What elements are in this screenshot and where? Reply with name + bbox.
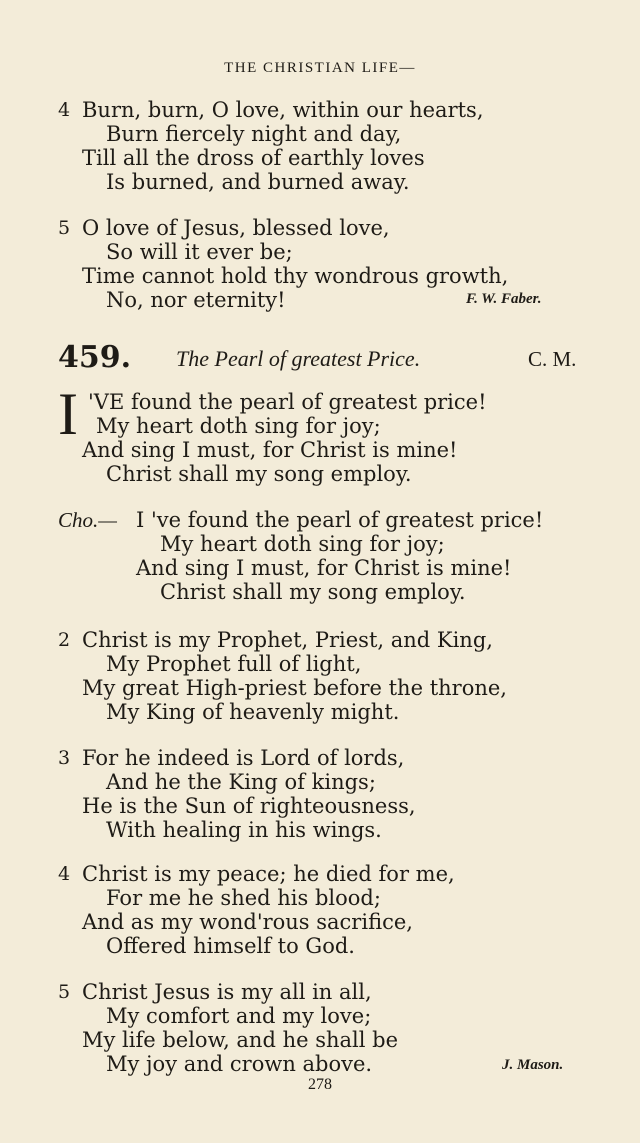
verse-line: My joy and crown above. <box>106 1052 373 1076</box>
verse-line: So will it ever be; <box>106 240 293 264</box>
verse-line: Time cannot hold thy wondrous growth, <box>82 264 509 288</box>
stanza-number: 2 <box>58 629 71 651</box>
verse-line: My King of heavenly might. <box>106 700 400 724</box>
verse-line: And as my wond'rous sacrifice, <box>82 910 413 934</box>
verse-line: My great High-priest before the throne, <box>82 676 507 700</box>
verse-line: O love of Jesus, blessed love, <box>82 216 390 240</box>
hymn-meter: C. M. <box>528 347 577 371</box>
verse-line: My life below, and he shall be <box>82 1028 399 1052</box>
verse-line: My comfort and my love; <box>106 1004 372 1028</box>
verse-line: Burn, burn, O love, within our hearts, <box>82 98 484 122</box>
stanza-number: 5 <box>58 217 71 239</box>
verse-line: Offered himself to God. <box>106 934 355 958</box>
stanza-number: 3 <box>58 747 71 769</box>
hymn-header <box>0 340 640 376</box>
verse-line: Burn fiercely night and day, <box>106 122 402 146</box>
stanza-number: 5 <box>58 981 71 1003</box>
verse-line: No, nor eternity! <box>106 288 286 312</box>
verse-line: My heart doth sing for joy; <box>160 532 445 556</box>
running-head: THE CHRISTIAN LIFE— <box>224 60 416 76</box>
verse-line: And sing I must, for Christ is mine! <box>136 556 512 580</box>
author-attribution: F. W. Faber. <box>466 291 542 307</box>
verse-line: He is the Sun of righteousness, <box>82 794 416 818</box>
verse-line: Christ is my peace; he died for me, <box>82 862 455 886</box>
verse-line: I 've found the pearl of greatest price! <box>136 508 544 532</box>
verse-line: 'VE found the pearl of greatest price! <box>88 390 487 414</box>
page-number: 278 <box>308 1076 332 1093</box>
stanza-number: 4 <box>58 863 71 885</box>
verse-line: Christ Jesus is my all in all, <box>82 980 372 1004</box>
stanza-number: 4 <box>58 99 71 121</box>
drop-cap: I <box>58 381 78 447</box>
verse-line: My heart doth sing for joy; <box>96 414 381 438</box>
verse-line: Is burned, and burned away. <box>106 170 410 194</box>
verse-line: Christ shall my song employ. <box>160 580 466 604</box>
verse-line: And he the King of kings; <box>106 770 376 794</box>
verse-line: For me he shed his blood; <box>106 886 381 910</box>
verse-line: For he indeed is Lord of lords, <box>82 746 405 770</box>
hymn-title: The Pearl of greatest Price. <box>176 346 421 371</box>
chorus-label: Cho.— <box>58 508 117 532</box>
verse-line: Christ shall my song employ. <box>106 462 412 486</box>
verse-line: My Prophet full of light, <box>106 652 362 676</box>
author-attribution: J. Mason. <box>502 1057 564 1073</box>
verse-line: Till all the dross of earthly loves <box>82 146 425 170</box>
verse-line: Christ is my Prophet, Priest, and King, <box>82 628 493 652</box>
hymn-number: 459. <box>58 340 132 375</box>
verse-line: And sing I must, for Christ is mine! <box>82 438 458 462</box>
verse-line: With healing in his wings. <box>106 818 382 842</box>
